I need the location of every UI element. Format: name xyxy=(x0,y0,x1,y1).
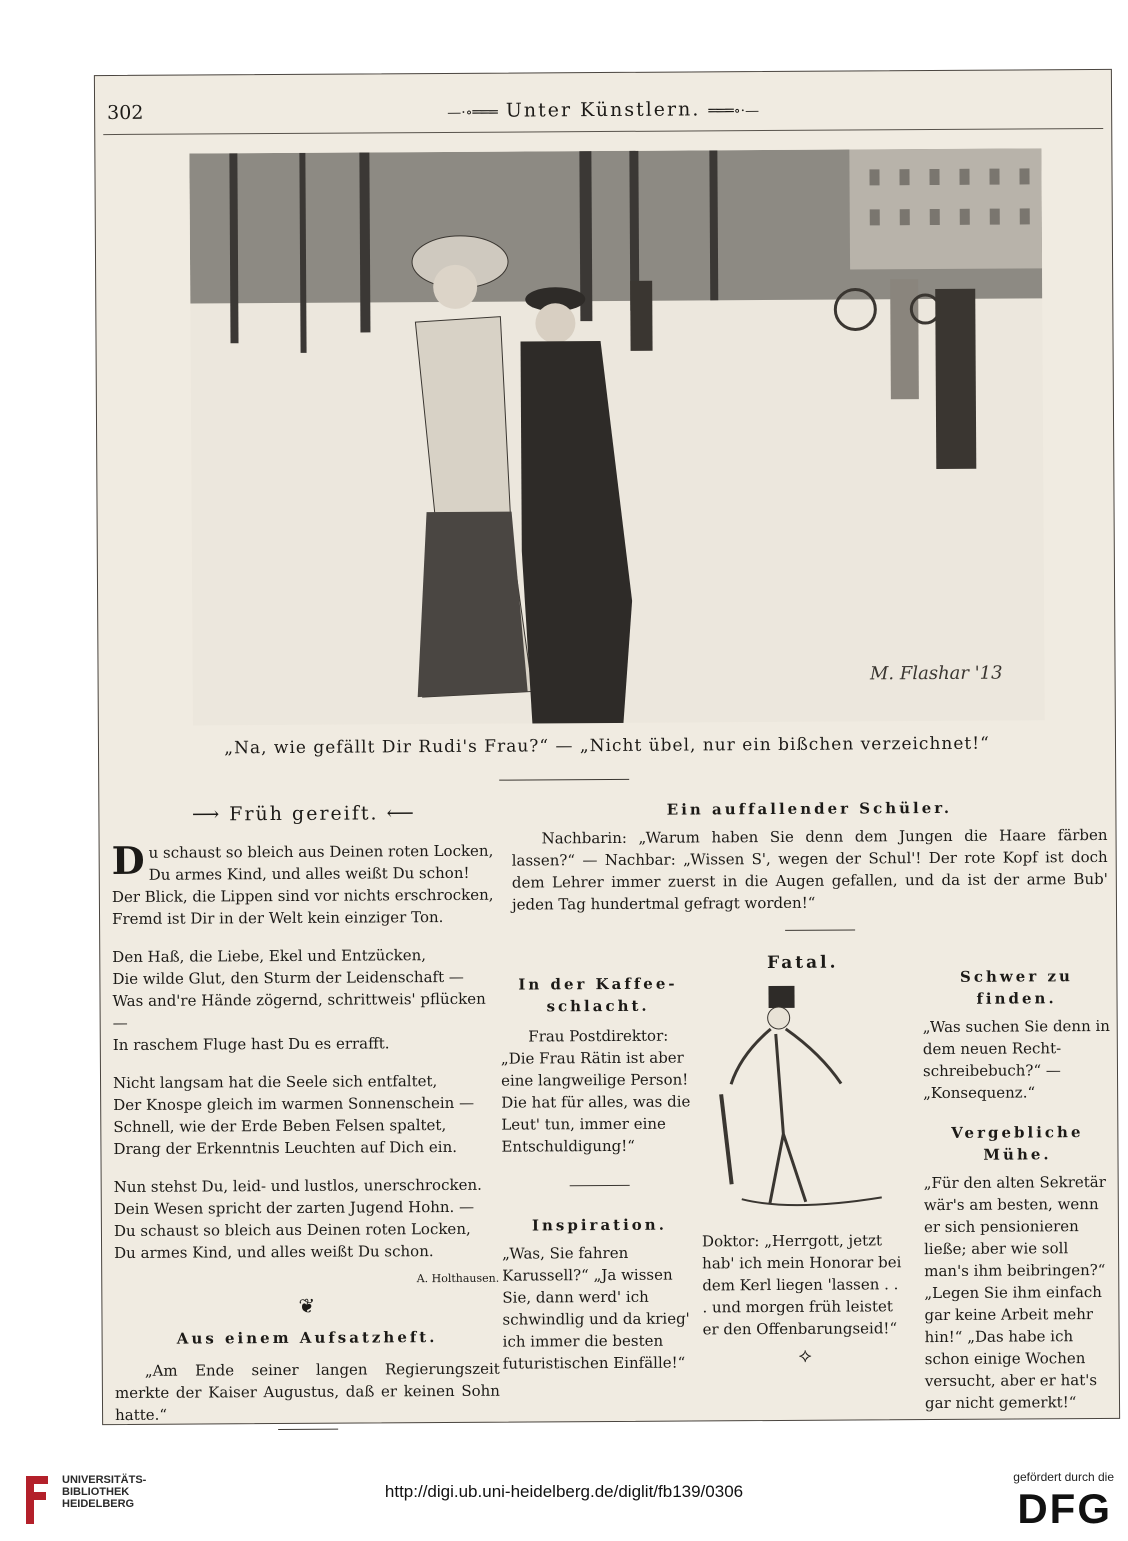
inspiration-title: Inspiration. xyxy=(531,1215,667,1235)
section-rule xyxy=(278,1429,338,1430)
running-title-line xyxy=(95,96,1111,124)
fatal-column xyxy=(700,951,908,1376)
vergeblich-text: „Für den alten Sekretär wär's am besten, wenn er sich pensionieren ließe; aber wie soll man's ihm beibringen?“ „Legen Sie ihm einfach gar keine Arbeit mehr hin!“ „Das habe ich schon einige Wochen versucht, aber er hat's gar nicht gemerkt!“ xyxy=(923,1172,1106,1413)
running-title: Unter Künstlern. xyxy=(505,98,701,122)
kaffee-speaker: Frau Postdirektor: xyxy=(528,1026,669,1046)
caption-rule xyxy=(499,779,629,781)
building xyxy=(849,148,1042,269)
drop-cap: D xyxy=(111,837,145,884)
poem-author: A. Holthausen. xyxy=(416,1271,500,1286)
kaffee-text: „Die Frau Rätin ist aber eine langweilige Person! Die hat für alles, was die Leut' tun, immer eine Entschuldigung!“ xyxy=(500,1048,691,1156)
kaffee-title: In der Kaffee-schlacht. xyxy=(518,974,678,1016)
schwer-title: Schwer zu finden. xyxy=(959,967,1073,1008)
right-column xyxy=(922,965,1113,1414)
schueler-section xyxy=(511,796,1108,916)
source-url[interactable]: http://digi.ub.uni-heidelberg.de/diglit/fb139/0306 xyxy=(384,1482,744,1501)
inspiration-text: „Was, Sie fahren Karussell?“ „Ja wissen Sie, dann werd' ich schwindlig und da krieg' ich immer die besten futuristischen Einfälle!“ xyxy=(502,1243,690,1373)
kaffee-column xyxy=(500,972,697,1374)
poem-stanza: Den Haß, die Liebe, Ekel und Entzücken, Die wilde Glut, den Sturm der Leidenschaft — Was and're Hände zögernd, schrittweis' pflücken — In raschem Fluge hast Du es errafft. xyxy=(112,946,486,1055)
schwer-text: „Was suchen Sie denn in dem neuen Recht-schreibebuch?“ — „Konsequenz.“ xyxy=(922,1016,1111,1103)
fleuron-ornament: ❦ xyxy=(298,1293,316,1318)
section-rule xyxy=(785,929,855,930)
artist-signature: M. Flashar '13 xyxy=(869,662,1003,685)
header-ornament-left: —·∘═══ xyxy=(447,104,498,121)
poem-stanza: Nicht langsam hat die Seele sich entfaltet, Der Knospe gleich im warmen Sonnenschein — Schnell, wie der Erde Beben Felsen spaltet, Drang der Erkenntnis Leuchten auf Dich ein. xyxy=(112,1072,475,1159)
fatal-title: Fatal. xyxy=(767,952,839,974)
illustration-caption: „Na, wie gefällt Dir Rudi's Frau?“ — „Nicht übel, nur ein bißchen verzeichnet!“ xyxy=(224,733,990,759)
schueler-title: Ein auffallender Schüler. xyxy=(666,798,953,819)
page-number: 302 xyxy=(107,101,144,125)
section-rule xyxy=(569,1185,629,1186)
park-scene-illustration xyxy=(189,148,1044,725)
library-name: UNIVERSITÄTS- BIBLIOTHEK HEIDELBERG xyxy=(62,1474,147,1510)
digitization-footer xyxy=(0,1458,1128,1541)
aufsatzheft-title: Aus einem Aufsatzheft. xyxy=(176,1328,438,1348)
poem-stanza: Du schaust so bleich aus Deinen roten Locken, Du armes Kind, und alles weißt Du schon! Der Blick, die Lippen sind vor nichts erschrocken, Fremd ist Dir in der Welt kein einziger Ton. xyxy=(111,837,494,929)
fatal-text: Doktor: „Herrgott, jetzt hab' ich mein Honorar bei dem Kerl liegen 'lassen . . . und morgen früh leistet er den Offenbarungseid!“ xyxy=(701,1231,902,1339)
poem-title: ⟶ Früh gereift. ⟵ xyxy=(191,802,416,826)
doctor-sketch xyxy=(700,973,902,1224)
sponsor-label: gefördert durch die xyxy=(1013,1470,1114,1484)
poem-stanza: Nun stehst Du, leid- und lustlos, unerschrocken. Dein Wesen spricht der zarten Jugend Hohn. — Du schaust so bleich aus Deinen roten Locken, Du armes Kind, und alles weißt Du schon. xyxy=(113,1175,482,1263)
header-ornament-right: ═══∘·— xyxy=(708,103,760,120)
diamond-ornament: ⟡ xyxy=(798,1342,812,1367)
dfg-logo: DFG xyxy=(1017,1485,1112,1532)
magazine-page xyxy=(94,69,1120,1425)
vergeblich-title: Vergebliche Mühe. xyxy=(951,1123,1084,1164)
poem-column xyxy=(111,802,500,1435)
running-header xyxy=(95,96,1111,132)
aufsatzheft-text: „Am Ende seiner langen Regierungszeit merkte der Kaiser Augustus, daß er keinen Sohn hatte.“ xyxy=(114,1359,500,1425)
schueler-text: Nachbarin: „Warum haben Sie denn dem Jungen die Haare färben lassen?“ — Nachbar: „Wissen S', wegen der Schul'! Der rote Kopf ist doch dem Lehrer immer zuerst in die Augen gefallen, und da ist der arme Bub' jeden Tag hundertmal gefragt worden!“ xyxy=(511,825,1108,914)
